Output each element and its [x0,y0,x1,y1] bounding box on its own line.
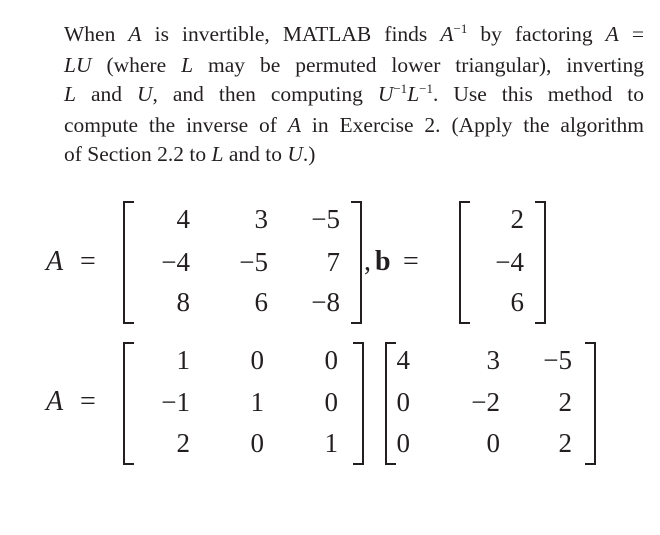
matrix-L-cell: 0 [250,345,264,375]
paragraph-line-1: When A is invertible, MATLAB finds $A^{-1}$ by factoring A = [64,21,644,46]
eq2-equals: = [80,386,96,417]
matrix-A-cell: 3 [254,204,268,234]
paragraph-line-5: of Section 2.2 to L and to U.) [64,142,316,166]
matrix-L-cell: 1 [176,345,190,375]
matrix-L-cell: 0 [250,428,264,458]
matrix-U-cell: 0 [396,428,410,458]
eq1-lhs-A: A [46,246,64,277]
matrix-U-cell: 2 [558,428,572,458]
matrix-U-cell: 0 [396,387,410,417]
vector-b-equals: = [403,246,419,277]
matrix-A-cell: −4 [161,247,190,277]
vector-b-label: b [375,246,391,277]
matrix-L-cell: 0 [324,387,338,417]
matrix-A-right-bracket [351,201,362,324]
matrix-U-cell: 4 [396,345,410,375]
matrix-U-cell: 0 [486,428,500,458]
eq1-comma: , [364,246,371,277]
matrix-L-cell: 2 [176,428,190,458]
vector-b-cell: −4 [495,247,524,277]
matrix-U-cell: 2 [558,387,572,417]
vector-b-right-bracket [535,201,546,324]
matrix-A-cell: 4 [176,204,190,234]
eq2-lhs-A: A [46,386,64,417]
paragraph-line-4: compute the inverse of A in Exercise 2. (Apply the algorithm [64,113,645,137]
matrix-L-cell: 1 [324,428,338,458]
matrix-A-cell: −5 [311,204,340,234]
matrix-A-cell: 8 [176,287,190,317]
matrix-U-cell: 3 [486,345,500,375]
matrix-A-cell: −5 [239,247,268,277]
matrix-U-right-bracket [585,342,596,465]
matrix-A-cell: −8 [311,287,340,317]
problem-paragraph [64,20,644,169]
eq1-equals: = [80,246,96,277]
matrix-A-cell: 6 [254,287,268,317]
paragraph-line-3: L and U, and then computing $U^{-1}L^{-1}$. Use this method to [64,81,644,106]
vector-b-cell: 2 [510,204,524,234]
matrix-L-cell: 1 [250,387,264,417]
matrix-U-cell: −2 [471,387,500,417]
paragraph-line-2: LU (where L may be permuted lower triangular), inverting [64,53,645,77]
matrix-L-cell: 0 [324,345,338,375]
vector-b-cell: 6 [510,287,524,317]
matrix-U-cell: −5 [543,345,572,375]
matrix-L-cell: −1 [161,387,190,417]
matrix-A-cell: 7 [326,247,340,277]
